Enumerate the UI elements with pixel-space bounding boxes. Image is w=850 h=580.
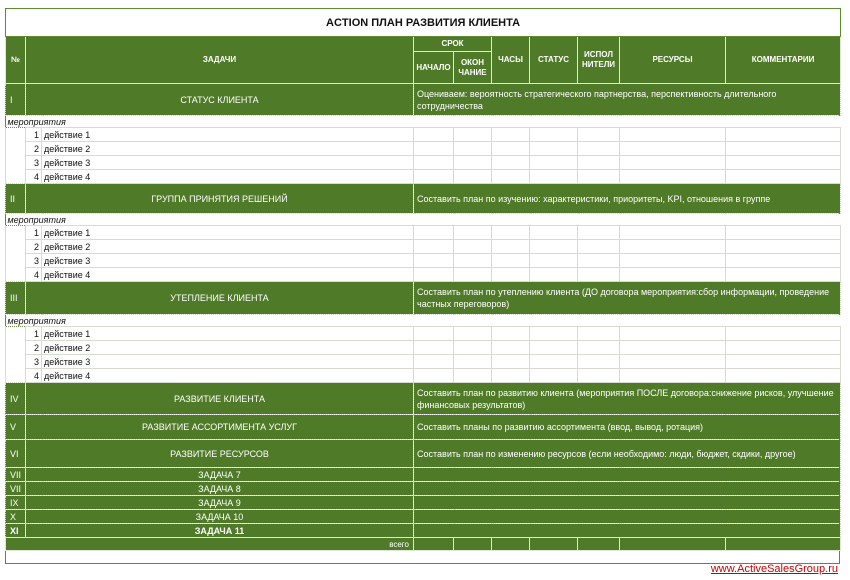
section-row <box>6 468 841 482</box>
total-cell-end[interactable] <box>454 538 492 551</box>
action-cell-end[interactable] <box>454 170 492 184</box>
action-cell-resources[interactable] <box>620 341 726 355</box>
action-number: 3 <box>26 254 42 268</box>
action-cell-end[interactable] <box>454 156 492 170</box>
action-indent <box>6 369 26 383</box>
col-header-executors: ИСПОЛ НИТЕЛИ <box>578 37 620 84</box>
action-cell-executors[interactable] <box>578 254 620 268</box>
action-cell-status[interactable] <box>530 142 578 156</box>
action-cell-comments[interactable] <box>726 327 841 341</box>
action-cell-end[interactable] <box>454 341 492 355</box>
action-number: 2 <box>26 240 42 254</box>
action-cell-comments[interactable] <box>726 240 841 254</box>
action-cell-executors[interactable] <box>578 142 620 156</box>
section-row <box>6 496 841 510</box>
action-indent <box>6 240 26 254</box>
action-label[interactable]: действие 3 <box>42 254 414 268</box>
action-row <box>6 128 841 142</box>
section-task[interactable]: РАЗВИТИЕ КЛИЕНТА <box>26 383 414 415</box>
action-indent <box>6 254 26 268</box>
action-cell-comments[interactable] <box>726 142 841 156</box>
section-number: X <box>6 510 26 524</box>
action-label[interactable]: действие 2 <box>42 240 414 254</box>
section-description[interactable] <box>414 510 841 524</box>
action-number: 4 <box>26 369 42 383</box>
action-cell-end[interactable] <box>454 142 492 156</box>
action-indent <box>6 268 26 282</box>
action-cell-resources[interactable] <box>620 369 726 383</box>
action-cell-status[interactable] <box>530 156 578 170</box>
action-cell-hours[interactable] <box>492 226 530 240</box>
action-row <box>6 254 841 268</box>
action-cell-executors[interactable] <box>578 156 620 170</box>
action-cell-comments[interactable] <box>726 254 841 268</box>
action-cell-executors[interactable] <box>578 226 620 240</box>
action-cell-executors[interactable] <box>578 240 620 254</box>
action-row <box>6 142 841 156</box>
action-label[interactable]: действие 1 <box>42 128 414 142</box>
action-label[interactable]: действие 1 <box>42 327 414 341</box>
action-cell-executors[interactable] <box>578 327 620 341</box>
action-row <box>6 156 841 170</box>
section-task[interactable]: ЗАДАЧА 8 <box>26 482 414 496</box>
action-cell-end[interactable] <box>454 327 492 341</box>
section-description[interactable] <box>414 524 841 538</box>
section-description[interactable] <box>414 482 841 496</box>
section-row <box>6 510 841 524</box>
action-cell-start[interactable] <box>414 369 454 383</box>
action-cell-end[interactable] <box>454 240 492 254</box>
section-task[interactable]: УТЕПЛЕНИЕ КЛИЕНТА <box>26 282 414 315</box>
col-header-end: ОКОН ЧАНИЕ <box>454 52 492 84</box>
action-number: 1 <box>26 128 42 142</box>
total-cell-hours[interactable] <box>492 538 530 551</box>
action-cell-start[interactable] <box>414 156 454 170</box>
section-task[interactable]: ЗАДАЧА 7 <box>26 468 414 482</box>
subsection-label: мероприятия <box>6 214 841 226</box>
action-number: 4 <box>26 170 42 184</box>
action-cell-end[interactable] <box>454 355 492 369</box>
action-cell-hours[interactable] <box>492 142 530 156</box>
action-cell-hours[interactable] <box>492 369 530 383</box>
section-number: VII <box>6 468 26 482</box>
action-cell-resources[interactable] <box>620 156 726 170</box>
action-cell-hours[interactable] <box>492 170 530 184</box>
action-cell-comments[interactable] <box>726 268 841 282</box>
action-cell-start[interactable] <box>414 226 454 240</box>
subsection-label: мероприятия <box>6 116 841 128</box>
section-row <box>6 440 841 468</box>
action-cell-resources[interactable] <box>620 268 726 282</box>
col-header-term: СРОК <box>414 37 492 52</box>
action-cell-hours[interactable] <box>492 156 530 170</box>
action-cell-resources[interactable] <box>620 254 726 268</box>
action-row <box>6 268 841 282</box>
action-cell-resources[interactable] <box>620 170 726 184</box>
section-number: III <box>6 282 26 315</box>
section-description[interactable]: Составить план по развитию клиента (мероприятия ПОСЛЕ договора:снижение рисков, улучшение финансовых результатов) <box>414 383 841 415</box>
action-number: 3 <box>26 156 42 170</box>
action-cell-end[interactable] <box>454 369 492 383</box>
subsection-row <box>6 116 841 128</box>
section-description[interactable]: Составить план по изменению ресурсов (если необходимо: люди, бюджет, скдики, другое) <box>414 440 841 468</box>
total-cell-start[interactable] <box>414 538 454 551</box>
action-label[interactable]: действие 3 <box>42 355 414 369</box>
section-row <box>6 383 841 415</box>
action-cell-hours[interactable] <box>492 268 530 282</box>
section-task[interactable]: СТАТУС КЛИЕНТА <box>26 84 414 116</box>
section-row <box>6 184 841 214</box>
action-indent <box>6 355 26 369</box>
total-row <box>6 538 841 551</box>
action-cell-end[interactable] <box>454 268 492 282</box>
col-header-num: № <box>6 37 26 84</box>
total-cell-resources[interactable] <box>620 538 726 551</box>
action-row <box>6 226 841 240</box>
action-cell-executors[interactable] <box>578 355 620 369</box>
col-header-start: НАЧАЛО <box>414 52 454 84</box>
action-label[interactable]: действие 4 <box>42 268 414 282</box>
action-cell-resources[interactable] <box>620 142 726 156</box>
action-cell-hours[interactable] <box>492 341 530 355</box>
action-number: 1 <box>26 327 42 341</box>
action-label[interactable]: действие 4 <box>42 170 414 184</box>
action-cell-hours[interactable] <box>492 240 530 254</box>
section-row <box>6 482 841 496</box>
action-cell-start[interactable] <box>414 170 454 184</box>
action-label[interactable]: действие 1 <box>42 226 414 240</box>
action-cell-resources[interactable] <box>620 355 726 369</box>
section-description[interactable]: Составить план по утеплению клиента (ДО договора мероприятия:сбор информации, проведение частных переговоров) <box>414 282 841 315</box>
action-label[interactable]: действие 2 <box>42 142 414 156</box>
action-cell-status[interactable] <box>530 268 578 282</box>
action-cell-hours[interactable] <box>492 327 530 341</box>
action-indent <box>6 226 26 240</box>
section-row <box>6 524 841 538</box>
action-indent <box>6 341 26 355</box>
col-header-status: СТАТУС <box>530 37 578 84</box>
action-cell-comments[interactable] <box>726 369 841 383</box>
action-cell-resources[interactable] <box>620 327 726 341</box>
action-cell-start[interactable] <box>414 327 454 341</box>
total-cell-status[interactable] <box>530 538 578 551</box>
section-number: V <box>6 415 26 440</box>
section-description[interactable]: Оцениваем: вероятность стратегического партнерства, перспективность длительного сотрудничества <box>414 84 841 116</box>
col-header-comments: КОММЕНТАРИИ <box>726 37 841 84</box>
section-number: VII <box>6 482 26 496</box>
section-number: XI <box>6 524 26 538</box>
section-number: VI <box>6 440 26 468</box>
action-cell-start[interactable] <box>414 355 454 369</box>
action-cell-status[interactable] <box>530 341 578 355</box>
action-number: 4 <box>26 268 42 282</box>
action-cell-comments[interactable] <box>726 355 841 369</box>
section-description[interactable]: Составить план по изучению: характеристики, приоритеты, KPI, отношения в группе <box>414 184 841 214</box>
action-row <box>6 170 841 184</box>
action-number: 1 <box>26 226 42 240</box>
action-cell-comments[interactable] <box>726 170 841 184</box>
action-plan-table <box>5 8 841 551</box>
section-description[interactable] <box>414 468 841 482</box>
action-row <box>6 327 841 341</box>
section-task[interactable]: РАЗВИТИЕ АССОРТИМЕНТА УСЛУГ <box>26 415 414 440</box>
action-row <box>6 369 841 383</box>
action-cell-start[interactable] <box>414 268 454 282</box>
action-cell-hours[interactable] <box>492 254 530 268</box>
action-cell-comments[interactable] <box>726 226 841 240</box>
action-cell-hours[interactable] <box>492 128 530 142</box>
action-label[interactable]: действие 4 <box>42 369 414 383</box>
action-cell-status[interactable] <box>530 170 578 184</box>
col-header-tasks: ЗАДАЧИ <box>26 37 414 84</box>
action-row <box>6 355 841 369</box>
action-cell-comments[interactable] <box>726 156 841 170</box>
website-link[interactable]: www.ActiveSalesGroup.ru <box>710 563 838 575</box>
col-header-hours: ЧАСЫ <box>492 37 530 84</box>
action-cell-comments[interactable] <box>726 341 841 355</box>
section-task[interactable]: ГРУППА ПРИНЯТИЯ РЕШЕНИЙ <box>26 184 414 214</box>
section-description[interactable]: Составить планы по развитию ассортимента (ввод, вывод, ротация) <box>414 415 841 440</box>
action-cell-status[interactable] <box>530 240 578 254</box>
sheet-title: ACTION ПЛАН РАЗВИТИЯ КЛИЕНТА <box>6 9 841 37</box>
action-cell-start[interactable] <box>414 128 454 142</box>
action-cell-start[interactable] <box>414 341 454 355</box>
action-label[interactable]: действие 3 <box>42 156 414 170</box>
section-description[interactable] <box>414 496 841 510</box>
section-task[interactable]: ЗАДАЧА 9 <box>26 496 414 510</box>
action-cell-start[interactable] <box>414 240 454 254</box>
action-number: 3 <box>26 355 42 369</box>
action-cell-status[interactable] <box>530 355 578 369</box>
action-cell-executors[interactable] <box>578 341 620 355</box>
section-task[interactable]: ЗАДАЧА 11 <box>26 524 414 538</box>
total-label: всего <box>6 538 414 551</box>
action-cell-executors[interactable] <box>578 170 620 184</box>
total-cell-executors[interactable] <box>578 538 620 551</box>
action-cell-end[interactable] <box>454 254 492 268</box>
action-cell-resources[interactable] <box>620 240 726 254</box>
action-label[interactable]: действие 2 <box>42 341 414 355</box>
section-row <box>6 415 841 440</box>
action-indent <box>6 170 26 184</box>
action-cell-start[interactable] <box>414 254 454 268</box>
action-indent <box>6 156 26 170</box>
subsection-label: мероприятия <box>6 315 841 327</box>
action-indent <box>6 142 26 156</box>
subsection-row <box>6 315 841 327</box>
action-cell-status[interactable] <box>530 369 578 383</box>
action-cell-hours[interactable] <box>492 355 530 369</box>
action-number: 2 <box>26 142 42 156</box>
action-cell-status[interactable] <box>530 327 578 341</box>
action-row <box>6 341 841 355</box>
action-cell-status[interactable] <box>530 128 578 142</box>
action-cell-status[interactable] <box>530 254 578 268</box>
action-cell-executors[interactable] <box>578 128 620 142</box>
section-task[interactable]: ЗАДАЧА 10 <box>26 510 414 524</box>
section-number: IX <box>6 496 26 510</box>
subsection-row <box>6 214 841 226</box>
section-number: II <box>6 184 26 214</box>
action-cell-executors[interactable] <box>578 268 620 282</box>
col-header-resources: РЕСУРСЫ <box>620 37 726 84</box>
action-cell-resources[interactable] <box>620 128 726 142</box>
section-number: IV <box>6 383 26 415</box>
section-number: I <box>6 84 26 116</box>
action-cell-comments[interactable] <box>726 128 841 142</box>
action-cell-end[interactable] <box>454 226 492 240</box>
action-indent <box>6 128 26 142</box>
action-cell-executors[interactable] <box>578 369 620 383</box>
action-cell-status[interactable] <box>530 226 578 240</box>
section-row <box>6 84 841 116</box>
section-task[interactable]: РАЗВИТИЕ РЕСУРСОВ <box>26 440 414 468</box>
total-cell-comments[interactable] <box>726 538 841 551</box>
action-cell-end[interactable] <box>454 128 492 142</box>
action-row <box>6 240 841 254</box>
action-cell-resources[interactable] <box>620 226 726 240</box>
action-cell-start[interactable] <box>414 142 454 156</box>
section-row <box>6 282 841 315</box>
action-number: 2 <box>26 341 42 355</box>
action-indent <box>6 327 26 341</box>
